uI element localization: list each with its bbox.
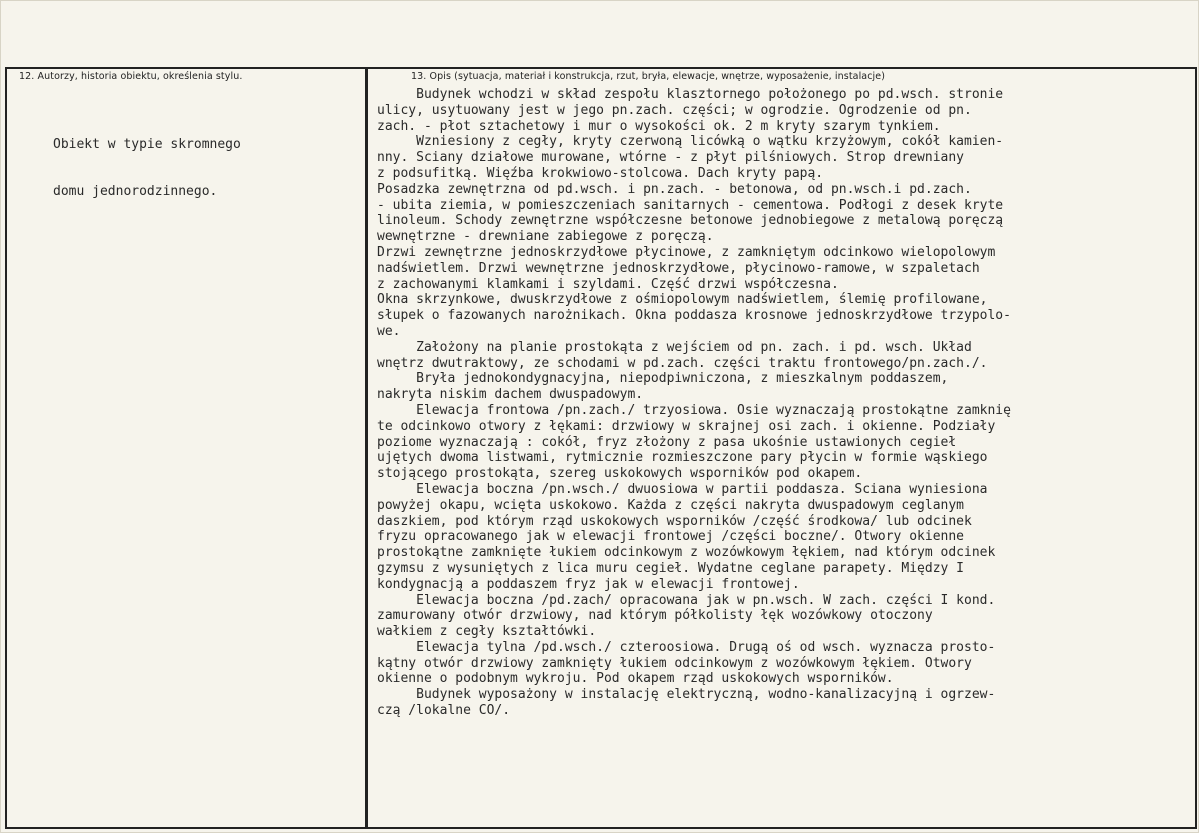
description-line: czą /lokalne CO/. — [377, 703, 511, 719]
description-line: słupek o fazowanych narożnikach. Okna poddasza krosnowe jednoskrzydłowe trzypolo- — [377, 308, 1011, 324]
description-line: Drzwi zewnętrzne jednoskrzydłowe płycinowe, z zamkniętym odcinkowo wielopolowym — [377, 244, 996, 260]
description-line: Elewacja boczna /pn.wsch./ dwuosiowa w partii poddasza. Sciana wyniesiona — [377, 481, 988, 497]
description-line: zamurowany otwór drzwiowy, nad którym półkolisty łęk wozówkowy otoczony — [377, 608, 933, 624]
left-text-line: Obiekt w typie skromnego — [53, 136, 241, 152]
description-line: z zachowanymi klamkami i szyldami. Część drzwi współczesna. — [377, 276, 839, 292]
description-line: zach. - płot sztachetowy i mur o wysokości ok. 2 m kryty szarym tynkiem. — [377, 118, 941, 134]
description-line: fryzu opracowanego jak w elewacji frontowej /części boczne/. Otwory okienne — [377, 529, 964, 545]
left-text-line: domu jednorodzinnego. — [53, 183, 218, 199]
description-line: stojącego prostokąta, szereg uskokowych wsporników pod okapem. — [377, 466, 863, 482]
column-divider — [365, 67, 368, 829]
description-line: Budynek wchodzi w skład zespołu klasztornego położonego po pd.wsch. stronie — [377, 87, 1004, 102]
description-line: Okna skrzynkowe, dwuskrzydłowe z ośmiopolowym nadświetlem, ślemię profilowane, — [377, 292, 988, 308]
description-line: Założony na planie prostokąta z wejściem od pn. zach. i pd. wsch. Układ — [377, 339, 972, 355]
description-line: te odcinkowo otwory z łękami: drzwiowy w skrajnej osi zach. i okienne. Podziały — [377, 418, 996, 434]
description-line: prostokątne zamknięte łukiem odcinkowym z wozówkowym łękiem, nad którym odcinek — [377, 545, 996, 561]
description-line: daszkiem, pod którym rząd uskokowych wsporników /część środkowa/ lub odcinek — [377, 513, 972, 529]
description-line: nadświetlem. Drzwi wewnętrzne jednoskrzydłowe, płycinowo-ramowe, w szpaletach — [377, 260, 980, 276]
description-line: Bryła jednokondygnacyjna, niepodpiwniczona, z mieszkalnym poddaszem, — [377, 371, 949, 387]
left-column-header: 12. Autorzy, historia obiektu, określenia stylu. — [19, 71, 243, 82]
description-line: Elewacja boczna /pd.zach/ opracowana jak w pn.wsch. W zach. części I kond. — [377, 592, 996, 608]
description-line: okienne o podobnym wykroju. Pod okapem rząd uskokowych wsporników. — [377, 671, 894, 687]
description-line: gzymsu z wysuniętych z lica muru cegieł. Wydatne ceglane parapety. Między I — [377, 560, 964, 576]
description-line: kondygnacją a poddaszem fryz jak w elewacji frontowej. — [377, 576, 800, 592]
description-line: Wzniesiony z cegły, kryty czerwoną licówką o wątku krzyżowym, cokół kamien- — [377, 134, 1004, 150]
description-line: Elewacja tylna /pd.wsch./ czteroosiowa. Drugą oś od wsch. wyznacza prosto- — [377, 639, 996, 655]
description-line: wnętrz dwutraktowy, ze schodami w pd.zach. części traktu frontowego/pn.zach./. — [377, 355, 988, 371]
description-line: ujętych dwoma listwami, rytmicznie rozmieszczone pary płycin w formie wąskiego — [377, 450, 988, 466]
description-line: ulicy, usytuowany jest w jego pn.zach. części; w ogrodzie. Ogrodzenie od pn. — [377, 102, 972, 118]
description-line: nny. Sciany działowe murowane, wtórne - z płyt pilśniowych. Strop drewniany — [377, 150, 964, 166]
description-text — [377, 87, 1011, 719]
description-line: we. — [377, 323, 401, 339]
description-line: wewnętrzne - drewniane zabiegowe z poręczą. — [377, 229, 714, 245]
description-line: linoleum. Schody zewnętrzne współczesne betonowe jednobiegowe z metalową poręczą — [377, 213, 1004, 229]
right-column-header: 13. Opis (sytuacja, materiał i konstrukcja, rzut, bryła, elewacje, wnętrze, wyposażenie, instalacje) — [411, 71, 886, 82]
description-line: z podsufitką. Więźba krokwiowo-stolcowa. Dach kryty papą. — [377, 165, 824, 181]
description-line: nakryta niskim dachem dwuspadowym. — [377, 387, 644, 403]
description-line: Posadzka zewnętrzna od pd.wsch. i pn.zach. - betonowa, od pn.wsch.i pd.zach. — [377, 181, 972, 197]
description-line: Budynek wyposażony w instalację elektryczną, wodno-kanalizacyjną i ogrzew- — [377, 687, 996, 703]
description-line: poziome wyznaczają : cokół, fryz złożony z pasa ukośnie ustawionych cegieł — [377, 434, 957, 450]
description-line: Elewacja frontowa /pn.zach./ trzyosiowa. Osie wyznaczają prostokątne zamknię — [377, 402, 1011, 418]
description-line: kątny otwór drzwiowy zamknięty łukiem odcinkowym z wozówkowym łękiem. Otwory — [377, 655, 972, 671]
left-column-text — [53, 105, 241, 231]
description-line: - ubita ziemia, w pomieszczeniach sanitarnych - cementowa. Podłogi z desek kryte — [377, 197, 1004, 213]
description-line: wałkiem z cegły kształtówki. — [377, 624, 597, 640]
description-line: powyżej okapu, wcięta uskokowo. Każda z części nakryta dwuspadowym ceglanym — [377, 497, 964, 513]
